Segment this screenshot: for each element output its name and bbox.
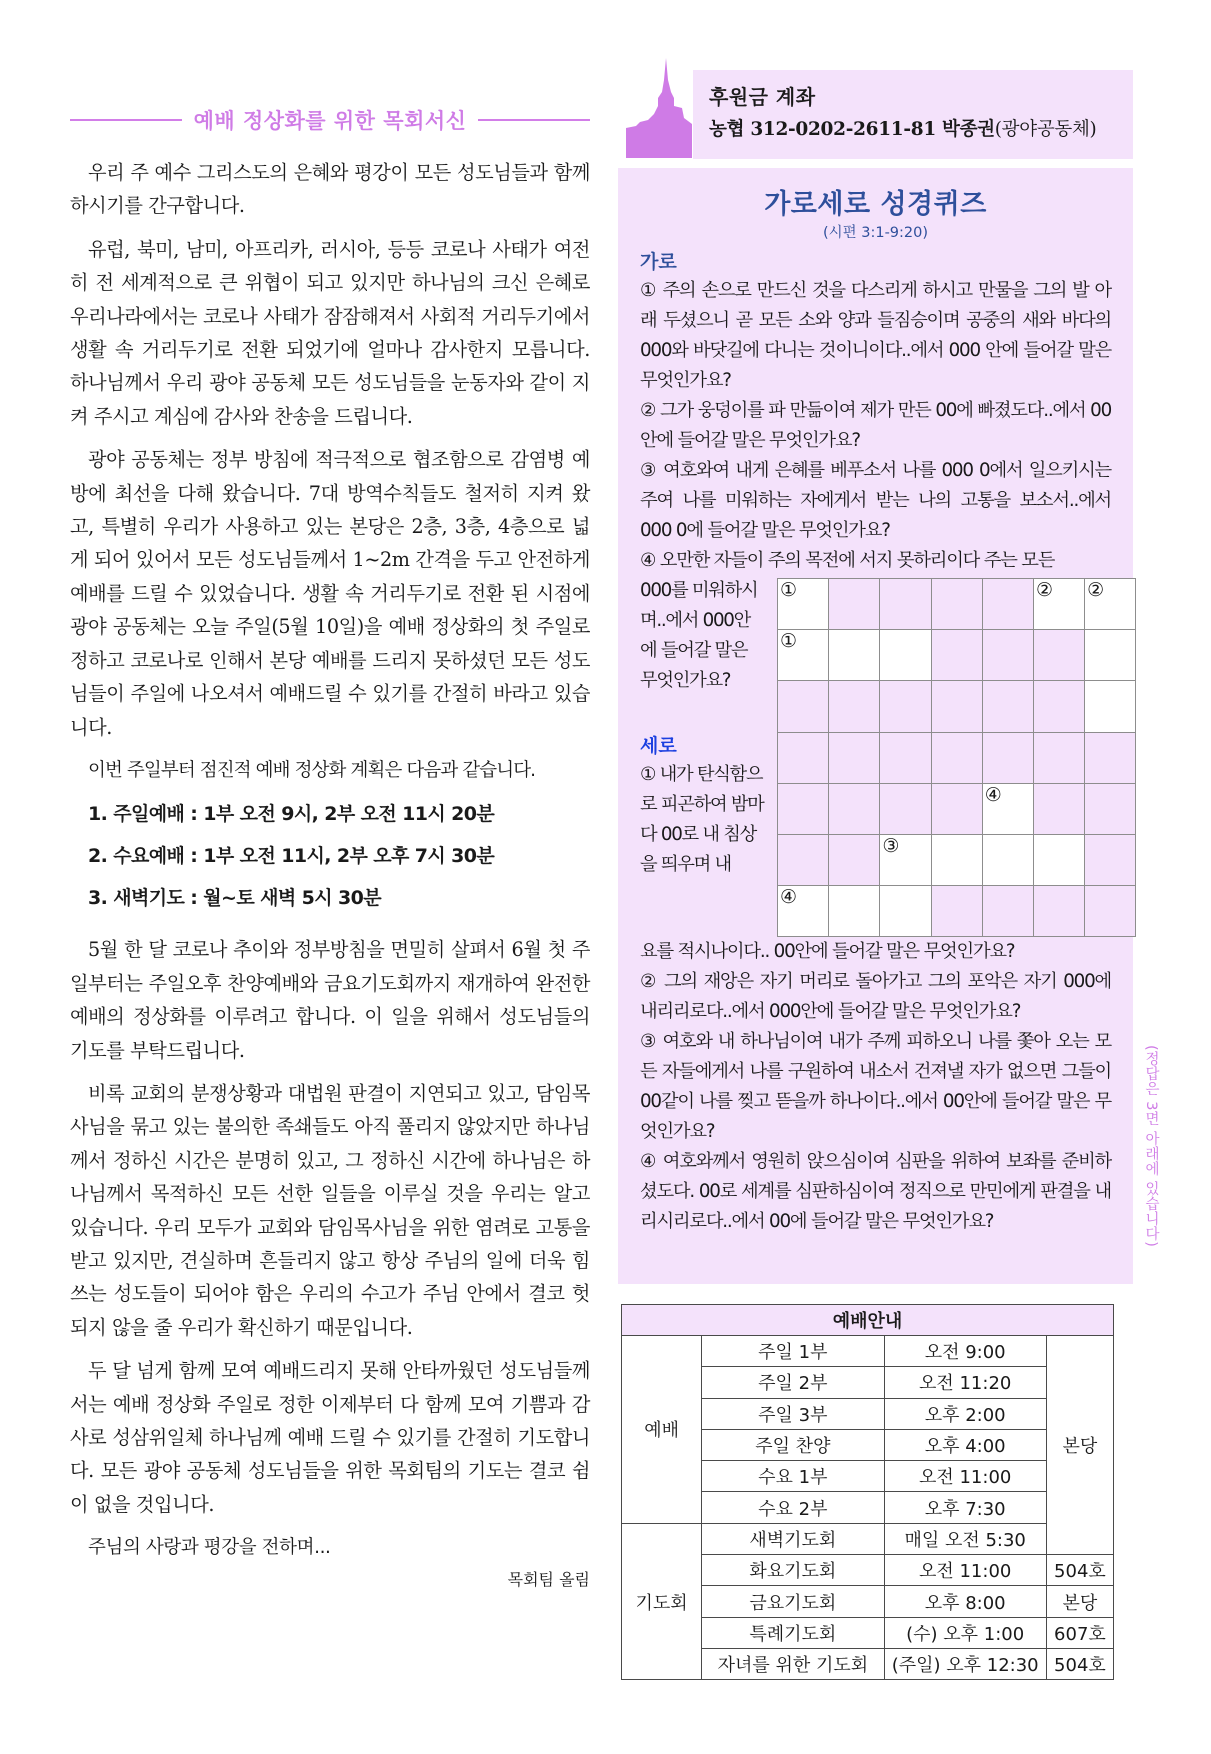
grid-cell-blocked <box>983 733 1034 784</box>
down-heading: 세로 <box>640 735 677 757</box>
service-time: 오전 11:00 <box>884 1461 1046 1492</box>
pastoral-letter <box>70 100 590 1590</box>
service-place: 607호 <box>1046 1617 1113 1648</box>
grid-cell-blocked <box>932 784 983 835</box>
grid-cell-blocked <box>1085 733 1136 784</box>
grid-cell-blocked <box>983 886 1034 937</box>
grid-cell-blocked <box>829 681 880 732</box>
grid-cell-open[interactable] <box>778 630 829 681</box>
crossword-grid <box>777 578 1136 937</box>
grid-cell-blocked <box>932 886 983 937</box>
letter-title: 예배 정상화를 위한 목회서신 <box>193 109 467 133</box>
schedule-group: 예배 <box>622 1336 702 1524</box>
grid-cell-blocked <box>983 630 1034 681</box>
plan-item-wednesday: 2. 수요예배 : 1부 오전 11시, 2부 오후 7시 30분 <box>88 845 495 868</box>
across-clue-4-lead: ④ 오만한 자들이 주의 목전에 서지 못하리이다 주는 모든 <box>640 550 1055 571</box>
down-clue-1-lead: ① 내가 탄식함으로 피곤하여 밤마다 00로 내 침상을 띄우며 내 <box>640 764 764 875</box>
grid-cell-blocked <box>1085 835 1136 886</box>
grid-cell-open[interactable] <box>880 835 931 886</box>
service-name: 주일 2부 <box>702 1367 884 1398</box>
letter-signature: 목회팀 올림 <box>507 1569 590 1589</box>
service-time: 오후 2:00 <box>884 1398 1046 1429</box>
account-holder: 박종권 <box>942 119 995 140</box>
service-place: 본당 <box>1046 1586 1113 1617</box>
grid-cell-blocked <box>983 681 1034 732</box>
account-number: 312-0202-2611-81 <box>750 119 936 140</box>
grid-cell-blocked <box>932 733 983 784</box>
letter-closing: 주님의 사랑과 평강을 전하며... <box>88 1537 331 1559</box>
letter-paragraph: 5월 한 달 코로나 추이와 정부방침을 면밀히 살펴서 6월 첫 주일부터는 주일오후 찬양예배와 금요기도회까지 재개하여 완전한 예배의 정상화를 이루려고 합니다. 이 일을 위해서 성도님들의 기도를 부탁드립니다. <box>70 938 590 1062</box>
across-clue-1: ① 주의 손으로 만드신 것을 다스리게 하시고 만물을 그의 발 아래 두셨으니 곧 모든 소와 양과 들짐승이며 공중의 새와 바다의 000와 바닷길에 다니는 것이니이다..에서 000 안에 들어갈 말은 무엇인가요? <box>640 280 1111 391</box>
schedule-body <box>622 1336 1114 1680</box>
grid-cell-blocked <box>829 784 880 835</box>
schedule-title: 예배안내 <box>622 1305 1114 1336</box>
grid-cell-open[interactable] <box>1034 579 1085 630</box>
donation-title: 후원금 계좌 <box>709 85 816 109</box>
service-name: 새벽기도회 <box>702 1523 884 1554</box>
service-time: 오전 11:20 <box>884 1367 1046 1398</box>
clue-number: ④ <box>780 886 798 909</box>
grid-cell-open[interactable] <box>778 886 829 937</box>
grid-cell-blocked <box>778 784 829 835</box>
service-time: 오후 4:00 <box>884 1429 1046 1460</box>
title-rule-left <box>70 119 182 121</box>
grid-cell-open[interactable] <box>880 886 931 937</box>
grid-cell-open[interactable] <box>983 784 1034 835</box>
quiz-subtitle: (시편 3:1-9:20) <box>822 225 929 241</box>
grid-cell-blocked <box>1085 784 1136 835</box>
answer-note: (정답은 3면 아래에 있습니다) <box>1143 1045 1159 1248</box>
service-time: 오전 11:00 <box>884 1555 1046 1586</box>
clue-number: ④ <box>984 783 1002 806</box>
grid-cell-blocked <box>880 579 931 630</box>
grid-cell-blocked <box>932 579 983 630</box>
grid-cell-blocked <box>778 733 829 784</box>
letter-paragraph: 광야 공동체는 정부 방침에 적극적으로 협조함으로 감염병 예방에 최선을 다해 왔습니다. 7대 방역수칙들도 철저히 지켜 왔고, 특별히 우리가 사용하고 있는 본당은 2층, 3층, 4층으로 넓게 되어 있어서 모든 성도님들께서 1~2m 간격을 두고 안전하게 예배를 드릴 수 있었습니다. 생활 속 거리두기로 전환 된 시점에 광야 공동체는 오늘 주일(5월 10일)을 예배 정상화의 첫 주일로 정하고 코로나로 인해서 본당 예배를 드리지 못하셨던 모든 성도님들이 주일에 나오셔서 예배드릴 수 있기를 간절히 바라고 있습니다. <box>70 448 590 739</box>
service-place: 504호 <box>1046 1648 1113 1679</box>
donation-account <box>709 112 1133 148</box>
service-name: 특례기도회 <box>702 1617 884 1648</box>
down-clue-2: ② 그의 재앙은 자기 머리로 돌아가고 그의 포악은 자기 000에 내리리로다..에서 000안에 들어갈 말은 무엇인가요? <box>640 971 1111 1023</box>
service-place-main: 본당 <box>1046 1336 1113 1555</box>
grid-cell-blocked <box>880 733 931 784</box>
letter-title-bar <box>70 100 590 140</box>
bible-crossword-quiz <box>618 168 1133 1284</box>
across-clue-4-rest: 000를 미워하시며..에서 000안에 들어갈 말은 무엇인가요? <box>640 580 758 691</box>
grid-cell-blocked <box>983 579 1034 630</box>
grid-cell-open[interactable] <box>983 835 1034 886</box>
quiz-grid-section <box>640 576 1111 937</box>
grid-cell-blocked <box>778 835 829 886</box>
letter-paragraph: 비록 교회의 분쟁상황과 대법원 판결이 지연되고 있고, 담임목사님을 묶고 있는 불의한 족쇄들도 아직 풀리지 않았지만 하나님께서 정하신 시간은 분명히 있고, 그 정하신 시간에 하나님은 하나님께서 목적하신 모든 선한 일들을 이루실 것을 우리는 알고 있습니다. 우리 모두가 교회와 담임목사님을 위한 염려로 고통을 받고 있지만, 견실하며 흔들리지 않고 항상 주님의 일에 더욱 힘쓰는 성도들이 되어야 함은 우리의 수고가 주님 안에서 결코 헛되지 않을 줄 우리가 확신하기 때문입니다. <box>70 1081 590 1339</box>
down-clue-4: ④ 여호와께서 영원히 앉으심이여 심판을 위하여 보좌를 준비하셨도다. 00로 세계를 심판하심이여 정직으로 만민에게 판결을 내리시리로다..에서 00에 들어갈 말은 무엇인가요? <box>640 1151 1111 1233</box>
grid-cell-open[interactable] <box>932 835 983 886</box>
service-time: (수) 오후 1:00 <box>884 1617 1046 1648</box>
schedule-group: 기도회 <box>622 1523 702 1679</box>
down-clue-3: ③ 여호와 내 하나님이여 내가 주께 피하오니 나를 쫓아 오는 모든 자들에게서 나를 구원하여 내소서 건져낼 자가 없으면 그들이 00같이 나를 찢고 뜯을까 하나이다..에서 00안에 들어갈 말은 무엇인가요? <box>640 1031 1111 1143</box>
quiz-side-clues <box>640 576 765 937</box>
clue-number: ③ <box>882 834 900 857</box>
service-place: 504호 <box>1046 1555 1113 1586</box>
worship-schedule-table <box>621 1304 1114 1680</box>
schedule-header-row <box>622 1305 1114 1336</box>
service-time: 오후 7:30 <box>884 1492 1046 1523</box>
service-name: 수요 2부 <box>702 1492 884 1523</box>
plan-item-sunday: 1. 주일예배 : 1부 오전 9시, 2부 오전 11시 20분 <box>88 803 495 826</box>
service-time: (주일) 오후 12:30 <box>884 1648 1046 1679</box>
plan-list <box>88 793 590 919</box>
grid-cell-blocked <box>880 784 931 835</box>
grid-cell-open[interactable] <box>1085 681 1136 732</box>
grid-cell-open[interactable] <box>1085 630 1136 681</box>
account-holder-note: (광야공동체) <box>994 119 1097 140</box>
grid-cell-blocked <box>932 630 983 681</box>
quiz-title: 가로세로 성경퀴즈 <box>764 189 987 220</box>
grid-cell-blocked <box>829 835 880 886</box>
grid-cell-blocked <box>1034 784 1085 835</box>
service-name: 수요 1부 <box>702 1461 884 1492</box>
grid-cell-open[interactable] <box>880 630 931 681</box>
grid-cell-blocked <box>829 579 880 630</box>
grid-cell-blocked <box>880 681 931 732</box>
grid-cell-open[interactable] <box>778 579 829 630</box>
church-silhouette-icon <box>622 58 704 158</box>
across-clue-2: ② 그가 웅덩이를 파 만듦이여 제가 만든 00에 빠졌도다..에서 00안에 들어갈 말은 무엇인가요? <box>640 400 1111 451</box>
schedule-row <box>622 1336 1114 1367</box>
grid-cell-open[interactable] <box>1034 835 1085 886</box>
clue-number: ② <box>1087 579 1105 601</box>
down-clue-1-rest: 요를 적시나이다.. 00안에 들어갈 말은 무엇인가요? <box>640 941 1015 963</box>
grid-cell-open[interactable] <box>1085 579 1136 630</box>
grid-cell-open[interactable] <box>829 886 880 937</box>
grid-cell-blocked <box>932 681 983 732</box>
service-time: 매일 오전 5:30 <box>884 1523 1046 1554</box>
service-time: 오후 8:00 <box>884 1586 1046 1617</box>
service-time: 오전 9:00 <box>884 1336 1046 1367</box>
schedule-row <box>622 1523 1114 1554</box>
letter-paragraph: 유럽, 북미, 남미, 아프리카, 러시아, 등등 코로나 사태가 여전히 전 세계적으로 큰 위협이 되고 있지만 하나님의 크신 은혜로 우리나라에서는 코로나 사태가 잠잠해져서 사회적 거리두기에서 생활 속 거리두기로 전환 되었기에 얼마나 감사한지 모릅니다. 하나님께서 우리 광야 공동체 모든 성도님들을 눈동자와 같이 지켜 주시고 계심에 감사와 찬송을 드립니다. <box>70 237 590 428</box>
donation-box <box>693 70 1133 159</box>
plan-item-dawn: 3. 새벽기도 : 월~토 새벽 5시 30분 <box>88 887 382 910</box>
across-clue-3: ③ 여호와여 내게 은혜를 베푸소서 나를 000 0에서 일으키시는 주여 나를 미워하는 자에게서 받는 나의 고통을 보소서..에서 000 0에 들어갈 말은 무엇인가요? <box>640 460 1111 541</box>
grid-cell-blocked <box>1034 733 1085 784</box>
service-name: 금요기도회 <box>702 1586 884 1617</box>
grid-cell-blocked <box>829 733 880 784</box>
clue-number: ① <box>780 630 798 653</box>
grid-cell-blocked <box>778 681 829 732</box>
service-name: 주일 1부 <box>702 1336 884 1367</box>
across-heading: 가로 <box>640 251 677 273</box>
grid-cell-blocked <box>1034 681 1085 732</box>
letter-paragraph: 우리 주 예수 그리스도의 은혜와 평강이 모든 성도님들과 함께 하시기를 간구합니다. <box>70 161 590 218</box>
grid-cell-open[interactable] <box>829 630 880 681</box>
service-name: 화요기도회 <box>702 1555 884 1586</box>
grid-cell-blocked <box>1085 886 1136 937</box>
title-rule-right <box>478 119 590 121</box>
grid-cell-blocked <box>1034 886 1085 937</box>
letter-paragraph: 두 달 넘게 함께 모여 예배드리지 못해 안타까웠던 성도님들께서는 예배 정상화 주일로 정한 이제부터 다 함께 모여 기쁨과 감사로 성삼위일체 하나님께 예배 드릴 수 있기를 간절히 기도합니다. 모든 광야 공동체 성도님들을 위한 목회팀의 기도는 결코 쉼이 없을 것입니다. <box>70 1359 590 1516</box>
service-name: 주일 3부 <box>702 1398 884 1429</box>
grid-cell-blocked <box>1034 630 1085 681</box>
bank-name: 농협 <box>709 119 745 140</box>
service-name: 주일 찬양 <box>702 1429 884 1460</box>
clue-number: ② <box>1035 579 1053 601</box>
plan-intro: 이번 주일부터 점진적 예배 정상화 계획은 다음과 같습니다. <box>88 759 536 781</box>
clue-number: ① <box>780 579 798 601</box>
service-name: 자녀를 위한 기도회 <box>702 1648 884 1679</box>
